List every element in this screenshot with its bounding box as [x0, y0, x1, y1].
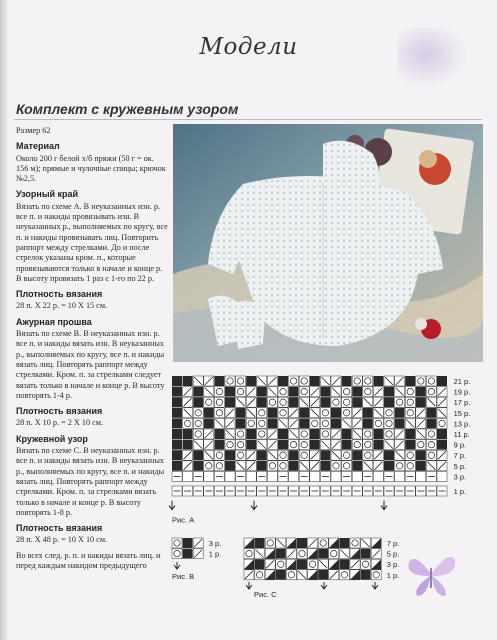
chart-a: [169, 376, 470, 525]
chart-cell-dark: [278, 376, 288, 386]
chart-cell-dark: [172, 397, 182, 407]
chart-cell-dark: [193, 461, 203, 471]
butterfly-icon: [405, 548, 457, 600]
chart-cell-dark: [236, 418, 246, 428]
chart-cell-dark: [363, 418, 373, 428]
chart-cell-dark: [310, 429, 320, 439]
chart-cell-dark: [276, 549, 286, 559]
chart-cell-dark: [172, 408, 182, 418]
row-label: 1 р.: [453, 486, 467, 496]
row-label: 11 р.: [453, 429, 470, 439]
edge-heading: Узорный край: [16, 189, 79, 200]
chart-cell-dark: [437, 440, 447, 450]
chart-cell-dark: [352, 461, 362, 471]
chart-cell-dark: [246, 440, 256, 450]
chart-cell-dark: [361, 570, 371, 580]
page-header: Модели: [199, 34, 298, 60]
chart-cell-dark: [183, 429, 193, 439]
row-label: 3 р.: [386, 560, 400, 570]
row-label: 5 р.: [386, 549, 400, 559]
chart-cell-dark: [289, 397, 299, 407]
chart-cell-empty: [310, 471, 320, 481]
chart-cell-dark: [297, 538, 307, 548]
chart-cell-dark: [225, 461, 235, 471]
repeat-arrow: [174, 562, 180, 569]
chart-cell-dark: [331, 408, 341, 418]
chart-cell-dark: [278, 440, 288, 450]
density2-text: 28 п. Х 10 р. = 2 Х 10 см.: [16, 418, 103, 428]
chart-cell-dark: [183, 549, 193, 559]
chart-cell-dark: [172, 429, 182, 439]
chart-cell-empty: [437, 471, 447, 481]
chart-cell-empty: [289, 471, 299, 481]
chart-cell-dark: [310, 440, 320, 450]
chart-cell-dark: [320, 450, 330, 460]
page-binding-shadow: [0, 0, 8, 640]
row-label: 19 р.: [453, 387, 471, 397]
chart-cell-dark: [363, 408, 373, 418]
chart-cell-dark: [416, 397, 426, 407]
row-label: 3 р.: [453, 472, 467, 482]
chart-cell-dark: [339, 538, 349, 548]
product-photo: [173, 124, 483, 362]
chart-cell-dark: [373, 429, 383, 439]
chart-cell-empty: [246, 471, 256, 481]
chart-cell-dark: [437, 429, 447, 439]
tail-text: Во всех след. р. п. и накиды вязать лиц. и перед каждым накидом предыдущего: [16, 550, 161, 570]
chart-cell-dark: [172, 440, 182, 450]
chart-cell-dark: [193, 450, 203, 460]
row-label: 5 р.: [453, 461, 467, 471]
chart-cell-dark: [342, 376, 352, 386]
chart-cell-dark: [384, 461, 394, 471]
density1-heading: Плотность вязания: [16, 289, 103, 300]
chart-cell-dark: [267, 408, 277, 418]
chart-cell-dark: [426, 418, 436, 428]
chart-cell-dark: [416, 461, 426, 471]
chart-cell-dark: [352, 397, 362, 407]
chart-cell-dark: [395, 408, 405, 418]
chart-cell-dark: [384, 450, 394, 460]
chart-cell-dark: [352, 450, 362, 460]
chart-cell-dark: [342, 440, 352, 450]
chart-cell-dark: [278, 429, 288, 439]
chart-cell-dark: [299, 418, 309, 428]
chart-cell-dark: [339, 559, 349, 569]
lace-text: Вязать по схеме С. В неуказанных изн. р. все п. и накиды вязать изн. В неуказанных р., выполняемых по кругу, все п. и накиды вязать лиц. Повторять раппорт между стрелками. Кром. п. за стрелками вязать только в начале и конце р. В высоту повторять 1-8 р.: [16, 446, 165, 517]
density3-text: 28 п. Х 48 р. = 10 Х 10 см.: [16, 535, 108, 545]
chart-cell-dark: [225, 397, 235, 407]
chart-cell-dark: [416, 450, 426, 460]
chart-cell-dark: [331, 418, 341, 428]
baby-set-photo: [173, 124, 483, 362]
repeat-arrow: [381, 501, 387, 510]
row-label: 17 р.: [453, 398, 471, 408]
density2-heading: Плотность вязания: [16, 406, 103, 417]
chart-cell-dark: [289, 450, 299, 460]
article-title: Комплект с кружевным узором: [16, 101, 239, 117]
edge-text: Вязать по схеме А. В неуказанных изн. р. все п. и накиды провязывать изн. В неуказанных р., выполняемых по кругу, все п. и накиды провязывать лиц. Повторить раппорт между стрелками. До и после стрелок указаны кром. п., которые провязываются только в начале и конце р. В высоту провязать 1 раз с 1-го по 22 р.: [16, 201, 168, 283]
chart-cell-dark: [299, 408, 309, 418]
row-label: 7 р.: [453, 451, 467, 461]
chart-cell-dark: [395, 418, 405, 428]
chart-cell-empty: [395, 471, 405, 481]
chart-cell-dark: [183, 538, 193, 548]
chart-cell-dark: [255, 538, 265, 548]
chart-cell-dark: [225, 387, 235, 397]
chart-cell-dark: [257, 450, 267, 460]
chart-cell-dark: [373, 376, 383, 386]
chart-cell-dark: [255, 559, 265, 569]
openwork-heading: Ажурная прошва: [16, 316, 92, 327]
chart-cell-dark: [172, 461, 182, 471]
repeat-arrow: [169, 501, 175, 510]
material-heading: Материал: [16, 141, 60, 152]
chart-cell-dark: [236, 408, 246, 418]
chart-cell-empty: [204, 471, 214, 481]
chart-cell-dark: [297, 559, 307, 569]
chart-cell-dark: [320, 387, 330, 397]
chart-cell-dark: [373, 440, 383, 450]
chart-cell-dark: [276, 570, 286, 580]
row-label: 7 р.: [386, 538, 400, 548]
row-label: 9 р.: [453, 440, 467, 450]
chart-cell-dark: [289, 461, 299, 471]
chart-cell-dark: [172, 376, 182, 386]
chart-cell-dark: [361, 549, 371, 559]
chart-cell-dark: [289, 387, 299, 397]
chart-cell-empty: [352, 471, 362, 481]
figure-b-label: Рис. B: [172, 572, 195, 581]
repeat-arrow: [321, 582, 327, 589]
chart-cell-empty: [225, 471, 235, 481]
chart-cell-dark: [352, 387, 362, 397]
chart-cell-dark: [257, 397, 267, 407]
chart-c: [244, 538, 399, 599]
chart-cell-dark: [193, 387, 203, 397]
row-label: 21 р.: [453, 376, 471, 386]
chart-cell-empty: [416, 471, 426, 481]
figure-c-label: Рис. C: [254, 590, 277, 599]
title-rule: [14, 119, 482, 120]
chart-cell-dark: [257, 387, 267, 397]
chart-cell-dark: [320, 461, 330, 471]
figure-a-label: Рис. А: [172, 515, 195, 525]
chart-cell-dark: [183, 440, 193, 450]
chart-cell-dark: [267, 418, 277, 428]
chart-cell-empty: [331, 471, 341, 481]
chart-cell-dark: [246, 429, 256, 439]
density3-heading: Плотность вязания: [16, 523, 103, 534]
repeat-arrow: [372, 582, 378, 589]
row-label: 1 р.: [386, 570, 400, 580]
chart-cell-dark: [172, 418, 182, 428]
chart-cell-dark: [405, 429, 415, 439]
chart-cell-dark: [172, 387, 182, 397]
chart-cell-dark: [214, 376, 224, 386]
chart-cell-dark: [214, 440, 224, 450]
chart-cell-dark: [204, 418, 214, 428]
chart-cell-dark: [342, 429, 352, 439]
chart-cell-dark: [318, 549, 328, 559]
chart-cell-dark: [318, 570, 328, 580]
openwork-text: Вязать по схеме В. В неуказанных изн. р. все п. и накиды вязать изн. В неуказанных р., выполняемых по кругу, все п. и накиды вязать лиц. Повторять раппорт между стрелками. Кром. п. за стрелками следует вязать только в начале и конце р. В высоту повторять 1-4 р.: [16, 329, 165, 400]
chart-cell-dark: [426, 408, 436, 418]
chart-cell-dark: [320, 397, 330, 407]
repeat-arrow: [246, 582, 252, 589]
instructions-column: [16, 126, 168, 571]
chart-cell-dark: [384, 397, 394, 407]
chart-cell-dark: [384, 387, 394, 397]
chart-cell-dark: [310, 376, 320, 386]
chart-cell-dark: [416, 387, 426, 397]
density1-text: 28 п. Х 22 р. = 10 Х 15 см.: [16, 301, 108, 311]
chart-cell-dark: [246, 376, 256, 386]
material-text: Около 200 г белой х/б пряжи (50 г = ок. 156 м); прямые и чулочные спицы; крючок №2,5.: [16, 153, 166, 184]
chart-cell-dark: [257, 461, 267, 471]
chart-cell-dark: [437, 376, 447, 386]
row-label: 1 р.: [208, 549, 222, 559]
row-label: 13 р.: [453, 419, 471, 429]
chart-cell-dark: [172, 450, 182, 460]
chart-b: [172, 538, 221, 581]
row-label: 15 р.: [453, 408, 471, 418]
row-label: 3 р.: [208, 538, 222, 548]
chart-cell-empty: [183, 471, 193, 481]
chart-cell-dark: [405, 376, 415, 386]
chart-cell-empty: [373, 471, 383, 481]
chart-cell-dark: [405, 440, 415, 450]
chart-cell-dark: [193, 397, 203, 407]
lace-heading: Кружевной узор: [16, 433, 88, 444]
chart-cell-dark: [214, 429, 224, 439]
chart-cell-dark: [225, 450, 235, 460]
size-line: Размер 62: [16, 126, 51, 135]
chart-cell-dark: [204, 408, 214, 418]
chart-cell-empty: [267, 471, 277, 481]
repeat-arrow: [251, 501, 257, 510]
chart-cell-dark: [183, 376, 193, 386]
